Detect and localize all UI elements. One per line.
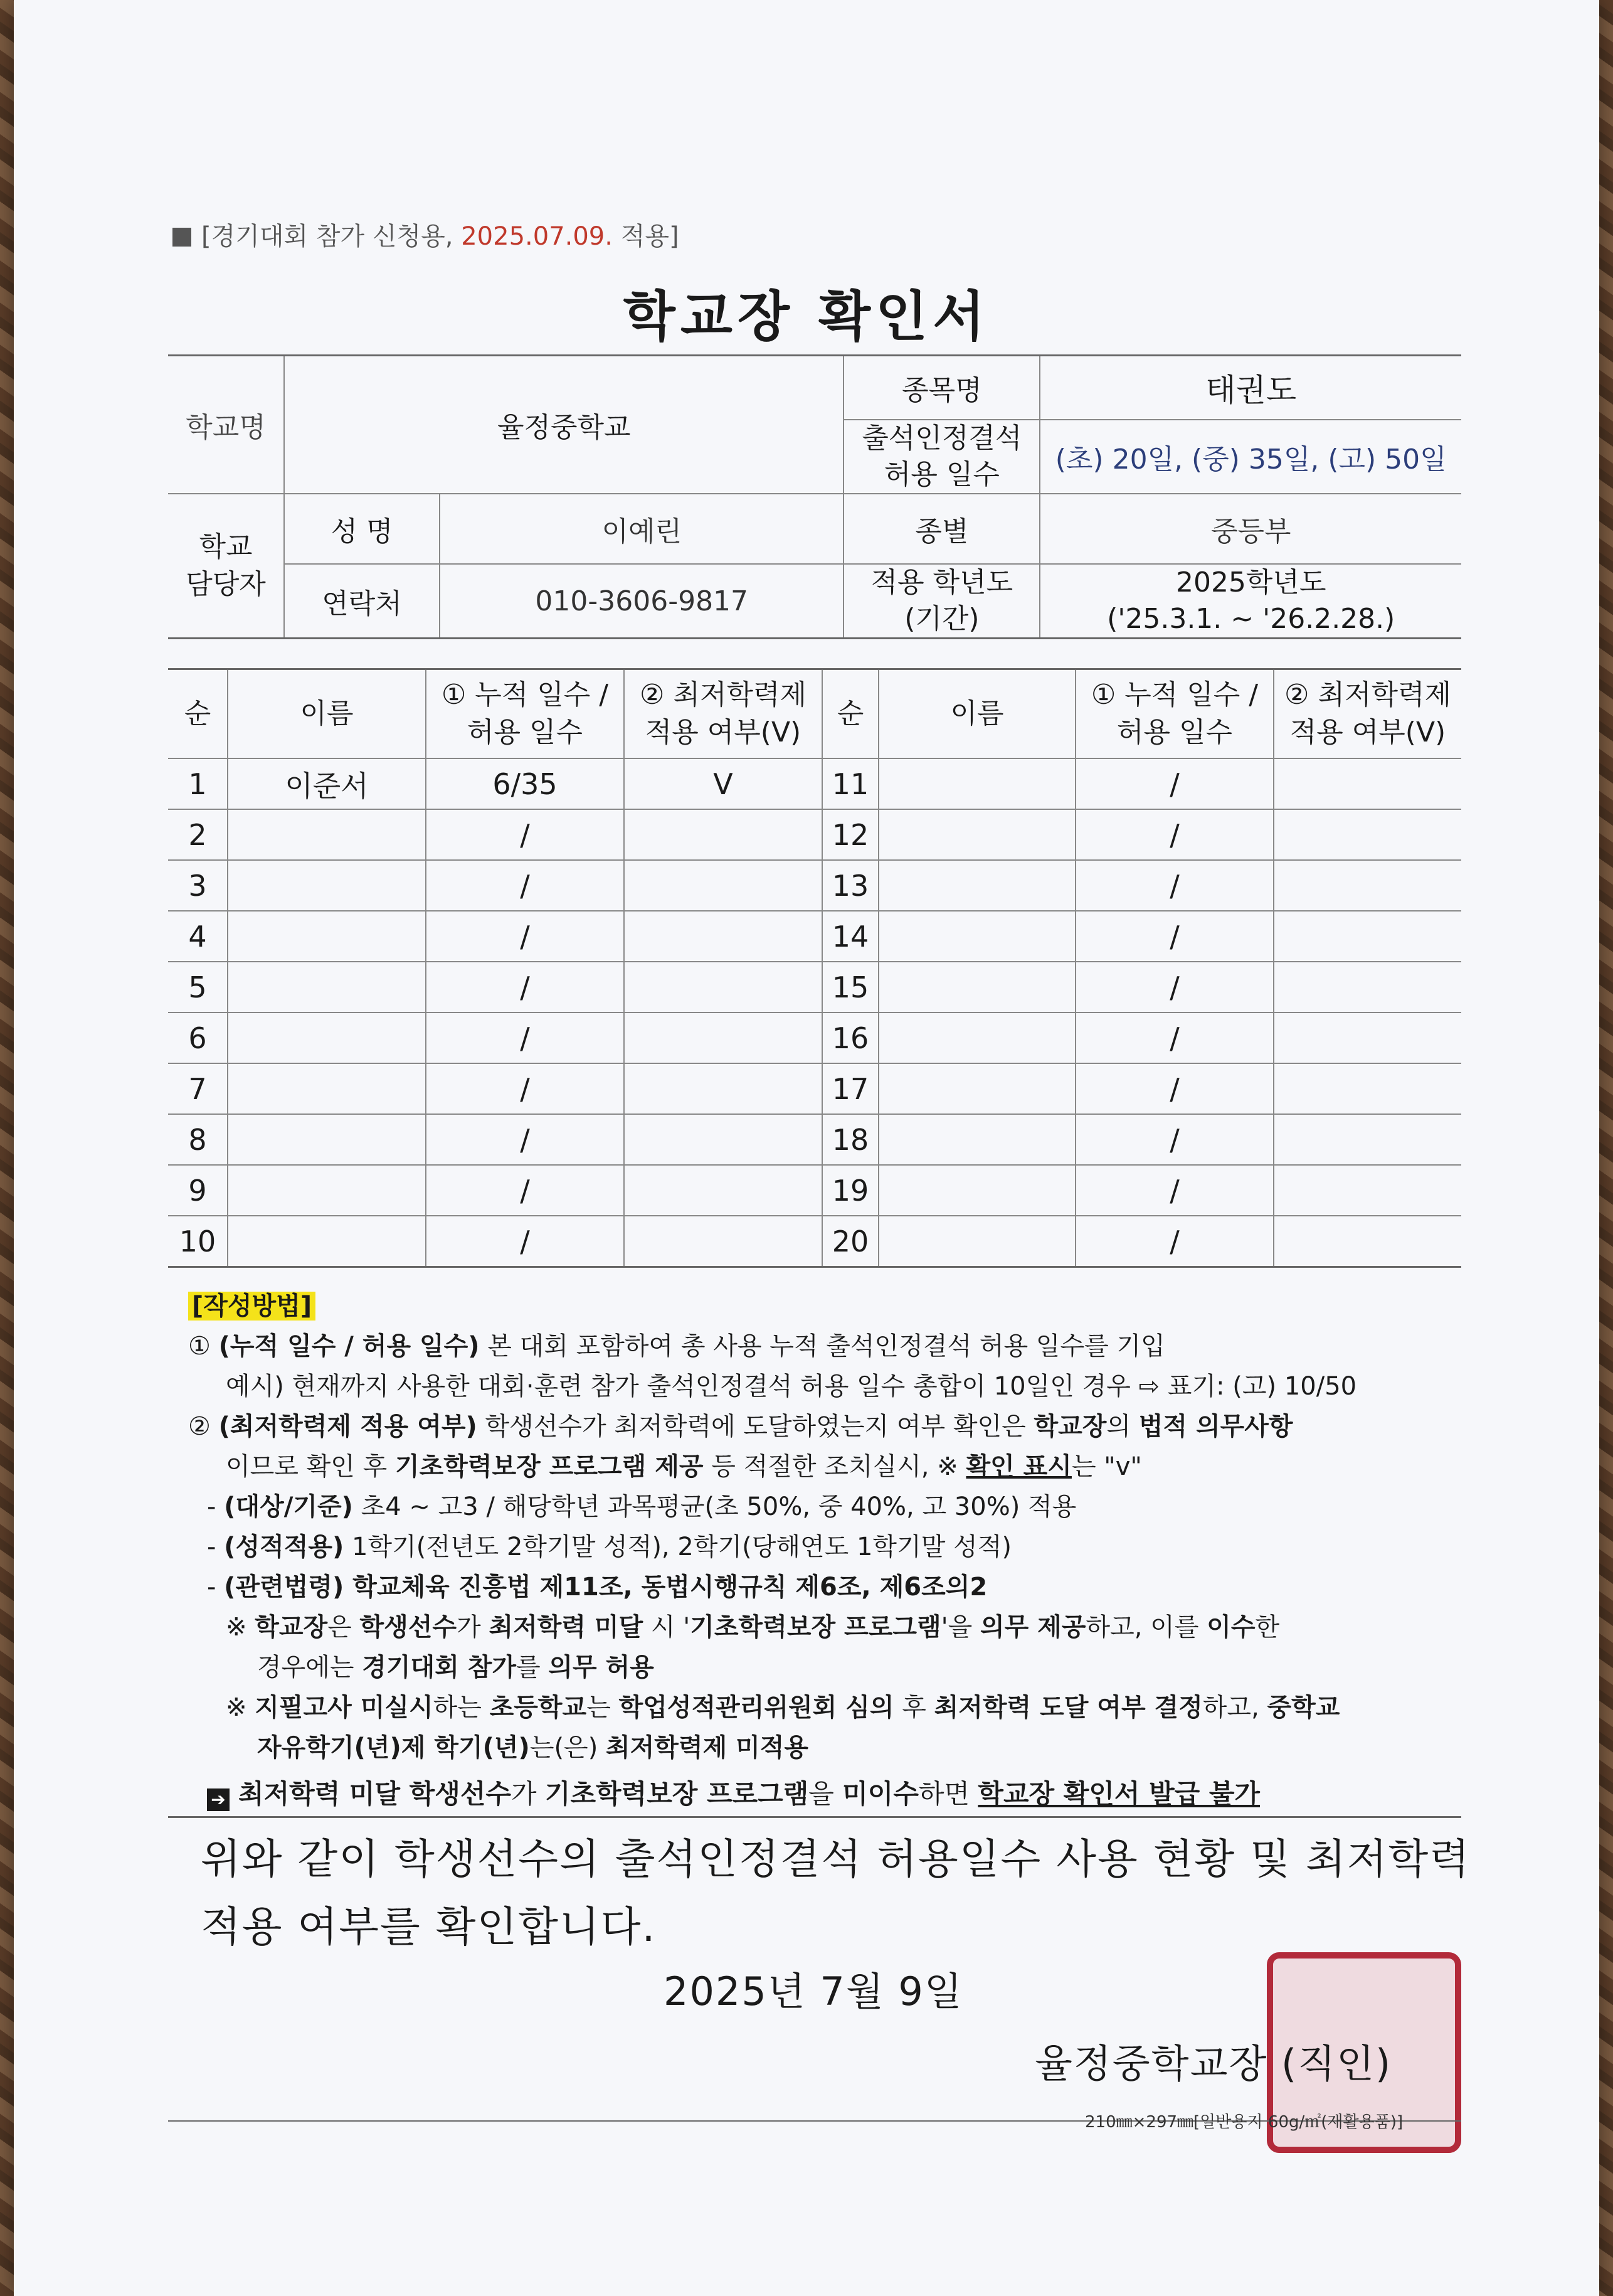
header-min-left-line1: ② 최저학력제: [640, 679, 806, 711]
division-value: 중등부: [1040, 494, 1461, 564]
final-b: 가: [510, 1778, 545, 1809]
header-days-left-line1: ① 누적 일수 /: [441, 679, 609, 711]
reference-mark-icon-2: ※: [226, 1693, 255, 1722]
min-achievement-check-cell: [624, 1165, 822, 1216]
year-value-line1: 2025학년도: [1175, 566, 1326, 598]
note-1-example: 예시) 현재까지 사용한 대회·훈련 참가 출석인정결석 허용 일수 총합이 10일인 경우 ⇨ 표기: (고) 10/50: [226, 1372, 1357, 1401]
min-achievement-check-cell: [1274, 911, 1461, 962]
page-title: 학교장 확인서: [623, 285, 990, 348]
row-number-cell: 13: [822, 860, 879, 911]
contact-phone-value: 010-3606-9817: [440, 564, 844, 639]
row-number-cell: 18: [822, 1114, 879, 1165]
s1-c: 은: [327, 1613, 360, 1642]
special-note-1: [188, 1607, 1474, 1647]
min-achievement-check-cell: [1274, 758, 1461, 809]
absence-days-label-line2: 허용 일수: [884, 459, 1000, 491]
absence-days-cell: /: [426, 809, 624, 860]
absence-days-cell: /: [1076, 809, 1274, 860]
header-days-left-line2: 허용 일수: [467, 716, 583, 748]
contact-name-value: 이예린: [440, 494, 844, 564]
s2-i: 하고,: [1202, 1693, 1267, 1722]
divider-top: [168, 1816, 1461, 1818]
s1-i: '을: [941, 1613, 980, 1642]
absence-days-cell: /: [426, 1165, 624, 1216]
year-label-line2: (기간): [904, 603, 980, 635]
absence-days-label-line1: 출석인정결석: [862, 422, 1022, 454]
note-1-text: 본 대회 포함하여 총 사용 누적 출석인정결석 허용 일수를 기입: [479, 1332, 1165, 1361]
note-2-bold-d: 법적 의무사항: [1138, 1412, 1293, 1441]
absence-days-cell: /: [1076, 1012, 1274, 1063]
absence-days-cell: /: [1076, 1063, 1274, 1114]
header-days-right-line2: 허용 일수: [1116, 716, 1232, 748]
row-number-cell: 15: [822, 962, 879, 1012]
s2-g: 후: [894, 1693, 934, 1722]
absence-days-cell: /: [426, 1114, 624, 1165]
min-achievement-check-cell: [1274, 1063, 1461, 1114]
row-number-cell: 5: [168, 962, 228, 1012]
min-achievement-check-cell: [1274, 860, 1461, 911]
arrow-box-icon: ➔: [207, 1788, 230, 1811]
school-info-table: [168, 354, 1461, 639]
absence-days-cell: /: [426, 860, 624, 911]
detail-grades-bold: (성적적용): [224, 1533, 344, 1561]
note-1: [188, 1326, 1474, 1366]
student-name-cell: [879, 1165, 1076, 1216]
student-name-cell: [879, 809, 1076, 860]
absence-days-cell: /: [426, 911, 624, 962]
note-2: [188, 1406, 1474, 1447]
s2-j: 중학교: [1267, 1693, 1340, 1722]
header-min-left: [624, 669, 822, 759]
row-number-cell: 3: [168, 860, 228, 911]
s2-d: 초등학교: [489, 1693, 587, 1722]
min-achievement-check-cell: V: [624, 758, 822, 809]
note-2-line2-b: 기초학력보장 프로그램 제공: [394, 1452, 704, 1481]
absence-days-cell: /: [426, 1063, 624, 1114]
s2-c: 하는: [433, 1693, 490, 1722]
final-d: 을: [808, 1778, 843, 1809]
special-note-2: [188, 1687, 1474, 1728]
row-number-cell: 16: [822, 1012, 879, 1063]
min-achievement-check-cell: [1274, 962, 1461, 1012]
min-achievement-check-cell: [624, 911, 822, 962]
absence-days-cell: /: [1076, 1216, 1274, 1267]
final-e: 미이수: [842, 1778, 919, 1809]
detail-law: - (관련법령) 학교체육 진흥법 제11조, 동법시행규칙 제6조, 제6조의2: [207, 1573, 988, 1602]
absence-days-cell: /: [1076, 1165, 1274, 1216]
table-row: [168, 911, 1461, 962]
header-no-right: 순: [822, 669, 879, 759]
student-name-cell: [879, 911, 1076, 962]
reference-mark-icon: ※: [226, 1613, 255, 1642]
student-name-cell: [228, 1012, 426, 1063]
row-number-cell: 4: [168, 911, 228, 962]
s2-line2-a: 자유학기(년)제 학기(년): [257, 1733, 530, 1762]
student-name-cell: [228, 1165, 426, 1216]
student-name-cell: [879, 1114, 1076, 1165]
confirmation-statement: [201, 1826, 1486, 1961]
min-achievement-check-cell: [1274, 809, 1461, 860]
header-days-right-line1: ① 누적 일수 /: [1091, 679, 1259, 711]
note-1-bold: (누적 일수 / 허용 일수): [218, 1332, 480, 1361]
min-achievement-check-cell: [624, 1063, 822, 1114]
table-body: [168, 758, 1461, 1267]
header-name-right: 이름: [879, 669, 1076, 759]
min-achievement-check-cell: [624, 1114, 822, 1165]
detail-grades: - (성적적용) 1학기(전년도 2학기말 성적), 2학기(당해연도 1학기말 성적): [207, 1533, 1012, 1561]
table-row: [168, 1114, 1461, 1165]
student-name-cell: [879, 1063, 1076, 1114]
header-no-left: 순: [168, 669, 228, 759]
s1-k: 하고, 이를: [1086, 1613, 1207, 1642]
min-achievement-check-cell: [624, 1216, 822, 1267]
s1-line2-c: 를: [516, 1653, 549, 1682]
s1-line2-a: 경우에는: [257, 1653, 362, 1682]
header-note-suffix: 적용]: [612, 222, 679, 251]
instructions-section: [188, 1286, 1474, 1814]
special-note-2-line2: [188, 1728, 1474, 1768]
absence-days-cell: /: [1076, 1114, 1274, 1165]
detail-target-text: 초4 ~ 고3 / 해당학년 과목평균(초 50%, 중 40%, 고 30%) 적용: [352, 1492, 1077, 1521]
row-number-cell: 1: [168, 758, 228, 809]
absence-days-cell: /: [1076, 911, 1274, 962]
final-g: 학교장 확인서 발급 불가: [978, 1778, 1260, 1809]
header-note-prefix: [경기대회 참가 신청용,: [201, 222, 462, 251]
special-note-1-line2: [188, 1647, 1474, 1687]
absence-days-cell: /: [1076, 860, 1274, 911]
confirmation-line-2: 적용 여부를 확인합니다.: [201, 1903, 657, 1951]
confirmation-line-1: 위와 같이 학생선수의 출석인정결석 허용일수 사용 현황 및 최저학력: [201, 1835, 1471, 1883]
header-name-left: 이름: [228, 669, 426, 759]
note-2-line2-d: 확인 표시: [966, 1452, 1072, 1481]
sport-value: 태권도: [1040, 356, 1461, 420]
s2-b: 지필고사 미실시: [255, 1693, 433, 1722]
header-min-right-line2: 적용 여부(V): [1289, 716, 1446, 748]
min-achievement-check-cell: [1274, 1114, 1461, 1165]
contact-name-label: 성 명: [284, 494, 440, 564]
contact-section-label-line1: 학교: [199, 531, 253, 563]
row-number-cell: 19: [822, 1165, 879, 1216]
header-note: [172, 216, 679, 252]
header-days-left: [426, 669, 624, 759]
year-label-line1: 적용 학년도: [870, 566, 1013, 598]
row-number-cell: 14: [822, 911, 879, 962]
absence-days-cell: /: [426, 1012, 624, 1063]
table-row: [168, 809, 1461, 860]
student-name-cell: [228, 1063, 426, 1114]
s1-d: 학생선수: [359, 1613, 457, 1642]
row-number-cell: 12: [822, 809, 879, 860]
student-name-cell: [228, 911, 426, 962]
min-achievement-check-cell: [1274, 1012, 1461, 1063]
circled-one-icon: ①: [188, 1332, 211, 1361]
s2-line2-c: 최저학력제 미적용: [606, 1733, 809, 1762]
table-row: [168, 1012, 1461, 1063]
min-achievement-check-cell: [1274, 1216, 1461, 1267]
s1-h: 기초학력보장 프로그램: [690, 1613, 941, 1642]
note-2-text-a: 학생선수가 최저학력에 도달하였는지 여부 확인은: [477, 1412, 1034, 1441]
s1-f: 최저학력 미달: [489, 1613, 643, 1642]
absence-days-cell: /: [1076, 758, 1274, 809]
row-number-cell: 10: [168, 1216, 228, 1267]
min-achievement-check-cell: [624, 962, 822, 1012]
s2-h: 최저학력 도달 여부 결정: [934, 1693, 1203, 1722]
contact-phone-label: 연락처: [284, 564, 440, 639]
absence-days-value: (초) 20일, (중) 35일, (고) 50일: [1040, 420, 1461, 494]
final-f: 하면: [918, 1778, 978, 1809]
student-name-cell: 이준서: [228, 758, 426, 809]
s1-b: 학교장: [255, 1613, 328, 1642]
table-row: [168, 1063, 1461, 1114]
sport-label: 종목명: [844, 356, 1040, 420]
table-row: [168, 1165, 1461, 1216]
detail-target: - (대상/기준) 초4 ~ 고3 / 해당학년 과목평균(초 50%, 중 40%, 고 30%) 적용: [207, 1492, 1077, 1521]
note-2-line2-c: 등 적절한 조치실시, ※: [703, 1452, 966, 1481]
absence-days-label: [844, 420, 1040, 494]
header-min-left-line2: 적용 여부(V): [645, 716, 801, 748]
min-achievement-check-cell: [624, 860, 822, 911]
final-a: 최저학력 미달 학생선수: [238, 1778, 511, 1809]
year-value: [1040, 564, 1461, 639]
year-value-line2: ('25.3.1. ~ '26.2.28.): [1107, 603, 1395, 635]
table-header-row: [168, 669, 1461, 759]
absence-days-cell: 6/35: [426, 758, 624, 809]
note-2-line2-e: 는 "v": [1071, 1452, 1142, 1481]
header-min-right: [1274, 669, 1461, 759]
row-number-cell: 17: [822, 1063, 879, 1114]
row-number-cell: 20: [822, 1216, 879, 1267]
instructions-heading: [작성방법]: [188, 1292, 315, 1321]
final-warning: [188, 1774, 1474, 1814]
issue-date: 2025년 7월 9일: [664, 1969, 963, 2014]
row-number-cell: 8: [168, 1114, 228, 1165]
student-name-cell: [879, 962, 1076, 1012]
detail-law-bold: (관련법령) 학교체육 진흥법 제11조, 동법시행규칙 제6조, 제6조의2: [224, 1573, 988, 1602]
table-row: [168, 860, 1461, 911]
school-name-label: 학교명: [168, 356, 284, 494]
student-name-cell: [228, 962, 426, 1012]
s1-line2-d: 의무 허용: [548, 1653, 654, 1682]
detail-target-bold: (대상/기준): [224, 1492, 353, 1521]
student-name-cell: [228, 860, 426, 911]
student-name-cell: [228, 1114, 426, 1165]
square-bullet-icon: [172, 228, 191, 247]
division-label: 종별: [844, 494, 1040, 564]
s1-j: 의무 제공: [980, 1613, 1086, 1642]
min-achievement-check-cell: [1274, 1165, 1461, 1216]
row-number-cell: 11: [822, 758, 879, 809]
absence-days-cell: /: [426, 962, 624, 1012]
absence-days-cell: /: [426, 1216, 624, 1267]
note-2-line2: [188, 1447, 1474, 1487]
s2-e: 는: [586, 1693, 619, 1722]
row-number-cell: 7: [168, 1063, 228, 1114]
header-min-right-line1: ② 최저학력제: [1284, 679, 1451, 711]
circled-two-icon: ②: [188, 1412, 211, 1441]
student-name-cell: [879, 758, 1076, 809]
header-note-date: 2025.07.09.: [461, 222, 613, 251]
row-number-cell: 6: [168, 1012, 228, 1063]
paper-spec: 210㎜×297㎜[일반용지 60g/㎡(재활용품)]: [1085, 2113, 1404, 2132]
school-name-value: 율정중학교: [284, 356, 844, 494]
table-row: [168, 1216, 1461, 1267]
row-number-cell: 2: [168, 809, 228, 860]
contact-section-label: [168, 494, 284, 639]
s1-e: 가: [457, 1613, 489, 1642]
min-achievement-check-cell: [624, 1012, 822, 1063]
s1-g: 시 ': [643, 1613, 690, 1642]
note-2-line2-a: 이므로 확인 후: [226, 1452, 395, 1481]
note-2-bold-b: 학교장: [1034, 1412, 1107, 1441]
s1-line2-b: 경기대회 참가: [362, 1653, 517, 1682]
note-2-bold: (최저학력제 적용 여부): [218, 1412, 477, 1441]
principal-signature: 율정중학교장 (직인): [1035, 2041, 1392, 2086]
detail-grades-text: 1학기(전년도 2학기말 성적), 2학기(당해연도 1학기말 성적): [344, 1533, 1012, 1561]
student-athlete-table: [168, 668, 1461, 1268]
s1-m: 한: [1255, 1613, 1280, 1642]
year-label: [844, 564, 1040, 639]
s1-l: 이수: [1207, 1613, 1256, 1642]
row-number-cell: 9: [168, 1165, 228, 1216]
student-name-cell: [228, 1216, 426, 1267]
instructions-heading-line: [188, 1286, 1474, 1326]
table-row: [168, 962, 1461, 1012]
student-name-cell: [228, 809, 426, 860]
contact-section-label-line2: 담당자: [186, 568, 266, 600]
header-days-right: [1076, 669, 1274, 759]
final-c: 기초학력보장 프로그램: [544, 1778, 809, 1809]
student-name-cell: [879, 860, 1076, 911]
min-achievement-check-cell: [624, 809, 822, 860]
student-name-cell: [879, 1216, 1076, 1267]
absence-days-cell: /: [1076, 962, 1274, 1012]
student-name-cell: [879, 1012, 1076, 1063]
s2-line2-b: 는(은): [529, 1733, 606, 1762]
s2-f: 학업성적관리위원회 심의: [618, 1693, 894, 1722]
note-2-text-c: 의: [1106, 1412, 1139, 1441]
table-row: [168, 758, 1461, 809]
